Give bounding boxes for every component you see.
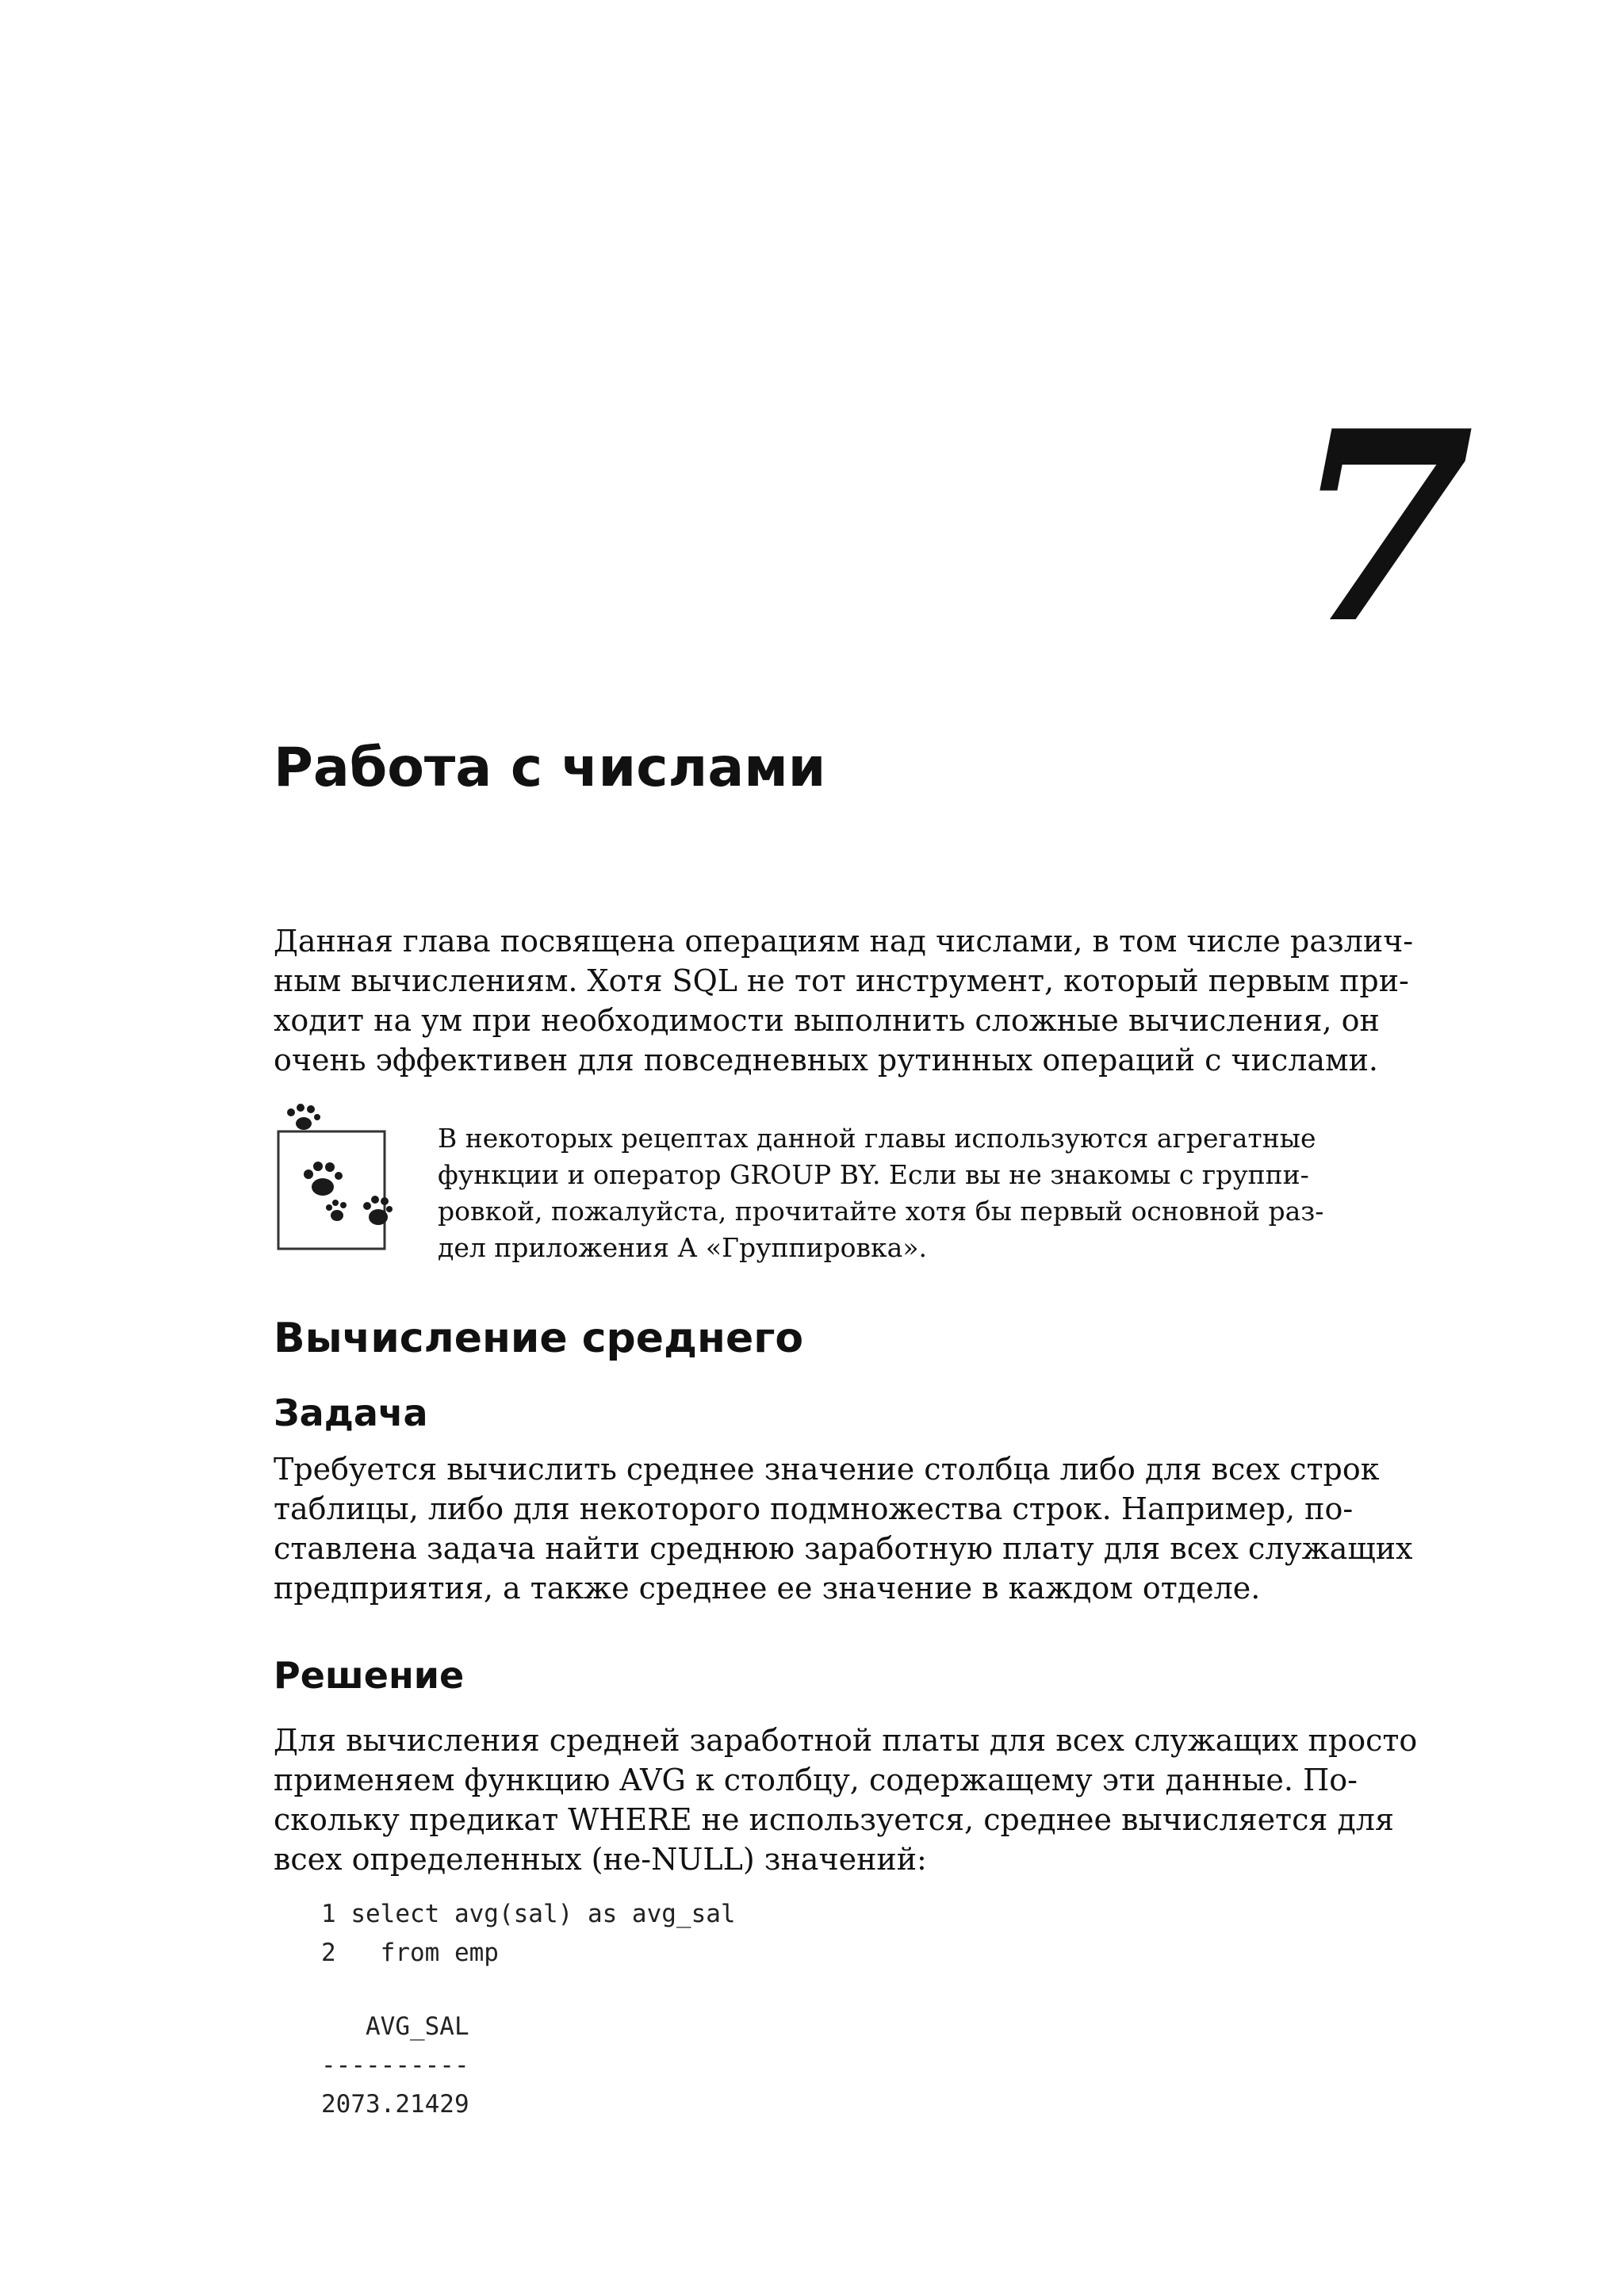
note-text: В некоторых рецептах данной главы используются агрегатные функции и оператор GROUP BY. Если вы не знакомы с группи- ровкой, пожалуйста, прочитайте хотя бы первый основной раз- дел приложения А «Группировка». [438,1123,1324,1263]
chapter-number: 7 [1293,373,1475,681]
solution-heading: Решение [274,1654,465,1697]
chapter-title: Работа с числами [274,737,826,799]
solution-paragraph: Для вычисления средней заработной платы для всех служащих просто применяем функцию AVG к столбцу, содержащему эти данные. По- скольку предикат WHERE не используется, среднее вычисляется для всех определенных (не-NULL) значений: [274,1723,1418,1877]
section-title: Вычисление среднего [274,1315,804,1362]
problem-heading: Задача [274,1391,428,1434]
sql-query-code: 1 select avg(sal) as avg_sal 2 from emp [321,1900,736,1967]
intro-paragraph: Данная глава посвящена операциям над числами, в том числе различ- ным вычислениям. Хотя SQL не тот инструмент, который первым при- ходит на ум при необходимости выполнить сложные вычисления, он очень эффективен для повседневных рутинных операций с числами. [274,924,1414,1078]
problem-paragraph: Требуется вычислить среднее значение столбца либо для всех строк таблицы, либо для некоторого подмножества строк. Например, по- ставлена задача найти среднюю заработную плату для всех служащих предприятия, а также среднее ее значение в каждом отделе. [274,1452,1413,1606]
query-result-output: AVG_SAL ---------- 2073.21429 [321,2012,469,2119]
paw-prints-icon [274,1098,393,1257]
